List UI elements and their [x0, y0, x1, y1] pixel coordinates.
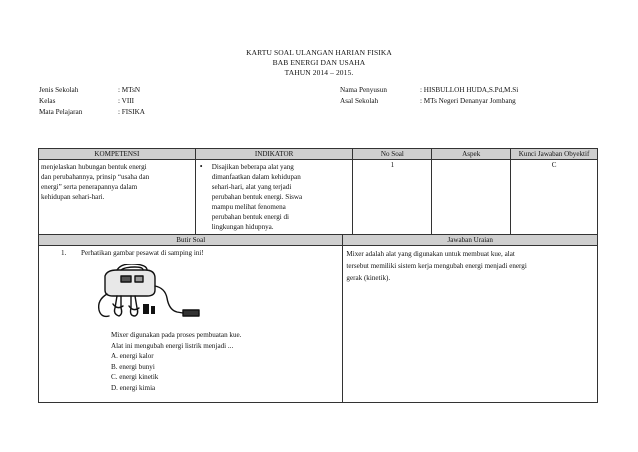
question-stem: Alat ini mengubah energi listrik menjadi ... [111, 341, 234, 350]
meta-row: Nama Penyusun : HISBULLOH HUDA,S.Pd,M.Si [340, 86, 519, 94]
meta-row: Jenis Sekolah : MTsN [39, 86, 141, 94]
meta-row: Asal Sekolah : MTs Negeri Denanyar Jombang [340, 97, 516, 105]
header-chapter: BAB ENERGI DAN USAHA [272, 58, 366, 67]
header-kunci: Kunci Jawaban Obyektif [511, 149, 598, 160]
header-title: KARTU SOAL ULANGAN HARIAN FISIKA [246, 48, 392, 57]
question-cell [39, 246, 343, 403]
question-stem: Mixer digunakan pada proses pembuatan kue. [111, 331, 242, 339]
header-butir-soal: Butir Soal [39, 235, 343, 246]
kompetensi-cell: menjelaskan hubungan bentuk energi dan perubahannya, prinsip “usaha dan energi” serta penerapannya dalam kehidupan sehari-hari. [39, 160, 196, 245]
hand-mixer-image [95, 264, 205, 324]
indikator-cell: • Disajikan beberapa alat yang dimanfaatkan dalam kehidupan sehari-hari, alat yang terjadi perubahan bentuk energi. Siswa mampu melihat fenomena perubahan bentuk energi di lingkungan hidupnya. [195, 160, 353, 245]
bullet-icon: • [199, 162, 203, 171]
no-soal-cell: 1 [353, 160, 432, 245]
question-body [111, 330, 241, 393]
option-b: B. energi bunyi [111, 362, 155, 371]
question-table [38, 234, 598, 403]
competency-table [38, 148, 598, 245]
header-jawaban-uraian: Jawaban Uraian [343, 235, 598, 246]
meta-row: Kelas : VIII [39, 97, 135, 105]
header-no-soal: No Soal [353, 149, 432, 160]
document-header [0, 48, 638, 78]
header-year: TAHUN 2014 – 2015. [284, 68, 354, 77]
author-info [340, 85, 518, 107]
header-kompetensi: KOMPETENSI [39, 149, 196, 160]
header-aspek: Aspek [432, 149, 511, 160]
answer-cell: Mixer adalah alat yang digunakan untuk membuat kue, alat tersebut memiliki sistem kerja mengubah energi menjadi energi gerak (kinetik). [343, 246, 598, 403]
meta-row: Mata Pelajaran : FISIKA [39, 108, 145, 116]
option-a: A. energi kalor [111, 352, 154, 360]
question-intro: Perhatikan gambar pesawat di samping ini! [81, 249, 204, 257]
school-info [39, 85, 145, 118]
header-indikator: INDIKATOR [195, 149, 353, 160]
question-number: 1. [61, 249, 67, 257]
kunci-cell: C [511, 160, 598, 245]
aspek-cell [432, 160, 511, 245]
option-d: D. energi kimia [111, 383, 156, 392]
option-c: C. energi kinetik [111, 373, 159, 381]
